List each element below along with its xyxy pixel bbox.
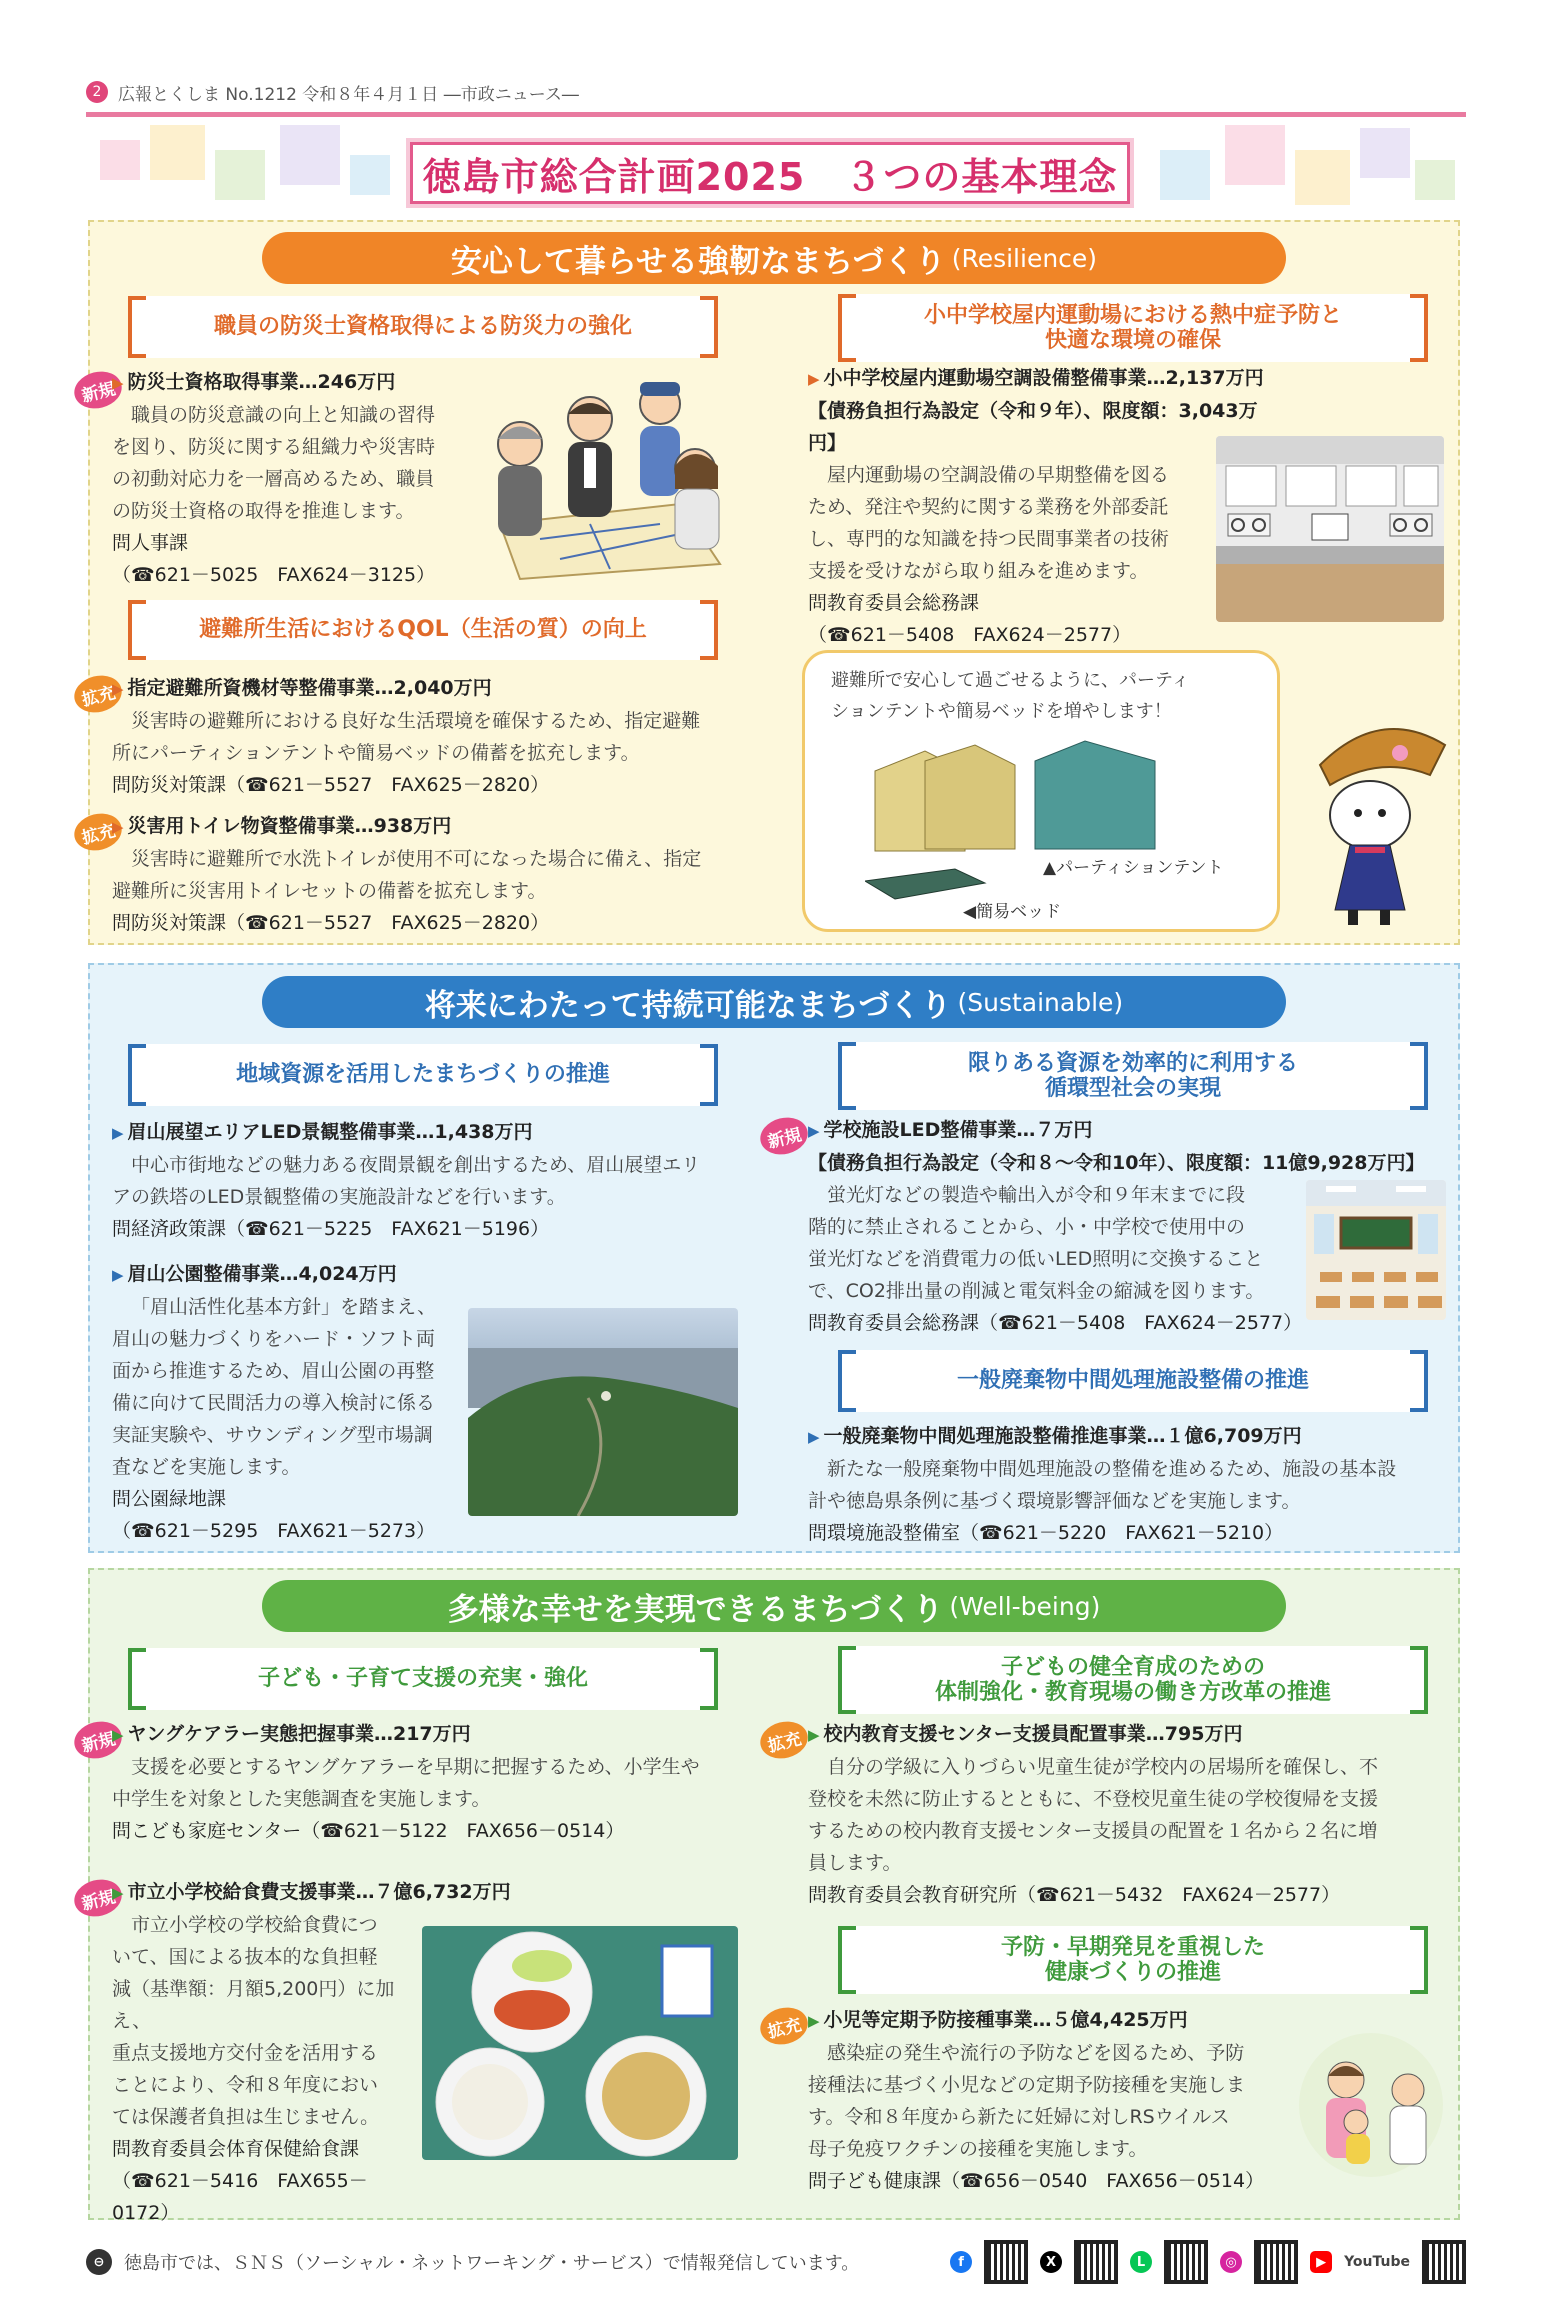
line-qr-code [1164, 2240, 1208, 2284]
section-title-sustainable [262, 976, 1286, 1028]
vaccination-illustration [1296, 2030, 1446, 2180]
subheading-child-support [128, 1648, 718, 1710]
section-title-en: (Sustainable) [957, 987, 1124, 1017]
mascot-illustration [1310, 705, 1450, 930]
contact-info: 問こども家庭センター（☎621－5122 FAX656－0514） [112, 1820, 625, 1842]
bubble-line: ションテントや簡易ベッドを増やします！ [831, 701, 1172, 722]
item-text: 災害時の避難所における良好な生活環境を確保するため、指定避難 [131, 710, 701, 732]
item-text: 避難所に災害用トイレセットの備蓄を拡充します。 [112, 880, 547, 902]
staff-meeting-illustration [480, 374, 730, 584]
item-subtitle: 【債務負担行為設定（令和９年）、限度額：3,043万円】 [808, 400, 1258, 454]
deco-square [150, 125, 205, 180]
item-title: ▶ 災害用トイレ物資整備事業…938万円 [112, 810, 762, 843]
bubble-line: 避難所で安心して過ごせるように、パーティ [831, 670, 1190, 691]
expanded-badge: 拡充 [70, 809, 125, 856]
item-text: 新たな一般廃棄物中間処理施設の整備を進めるため、施設の基本設 [827, 1458, 1397, 1480]
line-icon[interactable]: L [1130, 2251, 1152, 2273]
expanded-badge: 拡充 [70, 671, 125, 718]
section-title-wellbeing [262, 1580, 1286, 1632]
gymnasium-illustration [1216, 436, 1444, 622]
item-text: 所にパーティションテントや簡易ベッドの備蓄を拡充します。 [112, 742, 640, 764]
item-text: す。令和８年度から新たに妊婦に対しRSウイルス [808, 2106, 1230, 2128]
item-disaster-toilet [112, 810, 762, 939]
footer-text: 徳島市では、ＳＮＳ（ソーシャル・ネットワーキング・サービス）で情報発信しています。 [124, 2253, 860, 2274]
contact-info: 問子ども健康課（☎656－0540 FAX656－0514） [808, 2170, 1265, 2192]
item-text: で、CO2排出量の削減と電気料金の縮減を図ります。 [808, 1280, 1265, 1302]
footer [86, 2238, 1466, 2286]
item-text: 階的に禁止されることから、小・中学校で使用中の [808, 1216, 1246, 1238]
item-title: ▶ 眉山公園整備事業…4,024万円 [112, 1258, 462, 1291]
subheading-disaster-qualification [128, 296, 718, 358]
bizan-aerial-photo [468, 1308, 738, 1516]
speech-bubble [802, 650, 1280, 932]
item-title: ▶ 指定避難所資機材等整備事業…2,040万円 [112, 672, 762, 705]
caption-bed: ◀簡易ベッド [963, 902, 1062, 922]
item-title: ▶ 一般廃棄物中間処理施設整備推進事業…１億6,709万円 [808, 1420, 1458, 1453]
item-title: ▶ 小中学校屋内運動場空調設備整備事業…2,137万円 [808, 362, 1278, 395]
item-school-lunch [112, 1876, 511, 2229]
subheading-text: 循環型社会の実現 [1044, 1076, 1221, 1101]
subheading-text: 避難所生活におけるQOL（生活の質）の向上 [199, 617, 647, 643]
item-text: 重点支援地方交付金を活用する [112, 2042, 379, 2064]
item-vaccination [808, 2004, 1328, 2197]
item-text: 自分の学級に入りづらい児童生徒が学校内の居場所を確保し、不 [827, 1756, 1379, 1778]
item-disaster-qualification [112, 366, 472, 591]
item-title: ▶ 校内教育支援センター支援員配置事業…795万円 [808, 1718, 1458, 1751]
item-text: ことにより、令和８年度におい [112, 2074, 379, 2096]
deco-square [1160, 150, 1210, 200]
item-text: の防災士資格の取得を推進します。 [112, 500, 415, 522]
item-text: を図り、防災に関する組織力や災害時 [112, 436, 436, 458]
item-text: 実証実験や、サウンディング型市場調 [112, 1424, 433, 1446]
x-icon[interactable]: X [1040, 2251, 1062, 2273]
item-text: 市立小学校の学校給食費につ [131, 1914, 378, 1936]
instagram-icon[interactable]: ◎ [1220, 2251, 1242, 2273]
contact-info: 問教育委員会総務課（☎621－5408 FAX624－2577） [808, 1312, 1303, 1334]
deco-square [350, 155, 390, 195]
item-text: 計や徳島県条例に基づく環境影響評価などを実施します。 [808, 1490, 1301, 1512]
expanded-badge: 拡充 [756, 2003, 811, 2050]
subheading-shelter-qol [128, 600, 718, 660]
expanded-badge: 拡充 [756, 1717, 811, 1764]
section-title-text: 安心して暮らせる強靭なまちづくり [450, 243, 946, 280]
new-badge: 新規 [70, 367, 125, 414]
contact-dept: 問教育委員会総務課 [808, 592, 980, 614]
item-title: ▶ 眉山展望エリアLED景観整備事業…1,438万円 [112, 1116, 762, 1149]
contact-phone: （☎621－5295 FAX621－5273） [112, 1520, 436, 1542]
deco-square [215, 150, 265, 200]
item-text: 面から推進するため、眉山公園の再整 [112, 1360, 435, 1382]
new-badge: 新規 [70, 1717, 125, 1764]
item-shelter-equipment [112, 672, 762, 801]
deco-square [1415, 160, 1455, 200]
item-text: ては保護者負担は生じません。 [112, 2106, 380, 2128]
contact-info: 問防災対策課（☎621－5527 FAX625－2820） [112, 774, 550, 796]
section-title-en: (Resilience) [951, 243, 1098, 273]
contact-phone: （☎621－5025 FAX624－3125） [112, 564, 436, 586]
subheading-text: 一般廃棄物中間処理施設整備の推進 [956, 1368, 1309, 1394]
item-support-center [808, 1718, 1458, 1911]
section-title-en: (Well-being) [949, 1591, 1101, 1621]
deco-square [1225, 125, 1285, 185]
item-text: 減（基準額：月額5,200円）に加え、 [112, 1978, 395, 2032]
item-title: ▶ ヤングケアラー実態把握事業…217万円 [112, 1718, 762, 1751]
header-text: 広報とくしま No.1212 令和８年４月１日 ―市政ニュース― [118, 84, 579, 105]
subheading-text: 子ども・子育て支援の充実・強化 [257, 1666, 588, 1692]
item-text: 備に向けて民間活力の導入検討に係る [112, 1392, 436, 1414]
item-text: 支援を受けながら取り組みを進めます。 [808, 560, 1149, 582]
item-text: アの鉄塔のLED景観整備の実施設計などを行います。 [112, 1186, 566, 1208]
item-text: 登校を未然に防止するとともに、不登校児童生徒の学校復帰を支援 [808, 1788, 1379, 1810]
city-emblem-icon: ⊖ [86, 2249, 112, 2275]
item-text: いて、国による抜本的な負担軽 [112, 1946, 378, 1968]
subheading-text: 子どもの健全育成のための [1000, 1654, 1265, 1680]
item-subtitle: 【債務負担行為設定（令和８～令和10年）、限度額：11億9,928万円】 [808, 1152, 1425, 1174]
section-title-text: 将来にわたって持続可能なまちづくり [424, 987, 952, 1024]
item-text: の初動対応力を一層高めるため、職員 [112, 468, 435, 490]
item-text: 眉山の魅力づくりをハード・ソフト両 [112, 1328, 436, 1350]
subheading-text: 限りある資源を効率的に利用する [967, 1050, 1298, 1076]
contact-phone: （☎621－5408 FAX624－2577） [808, 624, 1132, 646]
youtube-icon[interactable]: ▶ [1310, 2251, 1332, 2273]
contact-info: 問環境施設整備室（☎621－5220 FAX621－5210） [808, 1522, 1284, 1544]
school-lunch-photo [422, 1926, 738, 2160]
subheading-text: 体制強化・教育現場の働き方改革の推進 [934, 1680, 1331, 1705]
item-waste-facility [808, 1420, 1458, 1549]
subheading-circular-society [838, 1042, 1428, 1110]
section-title-resilience [262, 232, 1286, 284]
item-text: 職員の防災意識の向上と知識の習得 [131, 404, 436, 426]
item-text: ため、発注や契約に関する業務を外部委託 [808, 496, 1169, 518]
subheading-education-reform [838, 1646, 1428, 1714]
subheading-heatstroke [838, 294, 1428, 362]
subheading-preventive-health [838, 1926, 1428, 1994]
header-rule [86, 112, 1466, 117]
item-bizan-park [112, 1258, 462, 1547]
item-text: 支援を必要とするヤングケアラーを早期に把握するため、小学生や [131, 1756, 700, 1778]
item-text: 災害時に避難所で水洗トイレが使用不可になった場合に備え、指定 [131, 848, 702, 870]
item-title: ▶ 小児等定期予防接種事業…５億4,425万円 [808, 2004, 1328, 2037]
subheading-text: 地域資源を活用したまちづくりの推進 [236, 1062, 610, 1088]
subheading-text: 快適な環境の確保 [1044, 328, 1221, 353]
item-text: 蛍光灯などの製造や輸出入が令和９年末までに段 [827, 1184, 1246, 1206]
deco-square [100, 140, 140, 180]
item-text: 母子免疫ワクチンの接種を実施します。 [808, 2138, 1148, 2160]
item-young-carer [112, 1718, 762, 1847]
youtube-label: YouTube [1344, 2254, 1410, 2270]
item-text: 蛍光灯などを消費電力の低いLED照明に交換すること [808, 1248, 1264, 1270]
item-text: 屋内運動場の空調設備の早期整備を図る [827, 464, 1170, 486]
item-text: 感染症の発生や流行の予防などを図るため、予防 [827, 2042, 1245, 2064]
caption-tent: ▲パーティションテント [1043, 858, 1224, 878]
instagram-qr-code [1254, 2240, 1298, 2284]
main-title: 徳島市総合計画2025 ３つの基本理念 [410, 142, 1130, 204]
item-title: ▶ 学校施設LED整備事業…７万円 [808, 1114, 1448, 1147]
new-badge: 新規 [70, 1875, 125, 1922]
subheading-waste-facility [838, 1350, 1428, 1412]
item-text: するための校内教育支援センター支援員の配置を１名から２名に増 [808, 1820, 1378, 1842]
subheading-local-resources [128, 1044, 718, 1106]
item-text: 中学生を対象とした実態調査を実施します。 [112, 1788, 491, 1810]
youtube-qr-code [1422, 2240, 1466, 2284]
new-badge: 新規 [756, 1113, 811, 1160]
contact-info: 問教育委員会教育研究所（☎621－5432 FAX624－2577） [808, 1884, 1341, 1906]
item-title: ▶ 市立小学校給食費支援事業…７億6,732万円 [112, 1876, 562, 1909]
subheading-text: 小中学校屋内運動場における熱中症予防と [923, 302, 1342, 328]
subheading-text: 予防・早期発見を重視した [1000, 1934, 1265, 1960]
contact-info: 問防災対策課（☎621－5527 FAX625－2820） [112, 912, 550, 934]
page-header [86, 76, 1466, 108]
item-text: 員します。 [808, 1852, 902, 1874]
bubble-text [831, 665, 1261, 727]
subheading-text: 健康づくりの推進 [1044, 1960, 1221, 1985]
contact-dept: 問人事課 [112, 532, 189, 554]
facebook-qr-code [984, 2240, 1028, 2284]
item-text: し、専門的な知識を持つ民間事業者の技術 [808, 528, 1170, 550]
item-text: 中心市街地などの魅力ある夜間景観を創出するため、眉山展望エリ [131, 1154, 701, 1176]
deco-square [1295, 150, 1350, 205]
x-qr-code [1074, 2240, 1118, 2284]
deco-square [280, 125, 340, 185]
item-text: 査などを実施します。 [112, 1456, 301, 1478]
subheading-text: 職員の防災士資格取得による防災力の強化 [213, 314, 632, 340]
item-title: ▶ 防災士資格取得事業…246万円 [112, 366, 472, 399]
page-number: 2 [86, 81, 108, 103]
contact-dept: 問公園緑地課 [112, 1488, 227, 1510]
contact-info: 問経済政策課（☎621－5225 FAX621－5196） [112, 1218, 550, 1240]
facebook-icon[interactable]: f [950, 2251, 972, 2273]
item-text: 「眉山活性化基本方針」を踏まえ、 [131, 1296, 437, 1318]
contact-dept: 問教育委員会体育保健給食課 [112, 2138, 360, 2160]
contact-phone: （☎621－5416 FAX655－ [112, 2170, 368, 2192]
item-text: 接種法に基づく小児などの定期予防接種を実施しま [808, 2074, 1246, 2096]
section-title-text: 多様な幸せを実現できるまちづくり [447, 1591, 944, 1628]
deco-square [1360, 128, 1410, 178]
classroom-illustration [1306, 1180, 1446, 1320]
item-bizan-led [112, 1116, 762, 1245]
item-gym-aircon [808, 362, 1278, 651]
contact-phone: 0172） [112, 2202, 180, 2224]
